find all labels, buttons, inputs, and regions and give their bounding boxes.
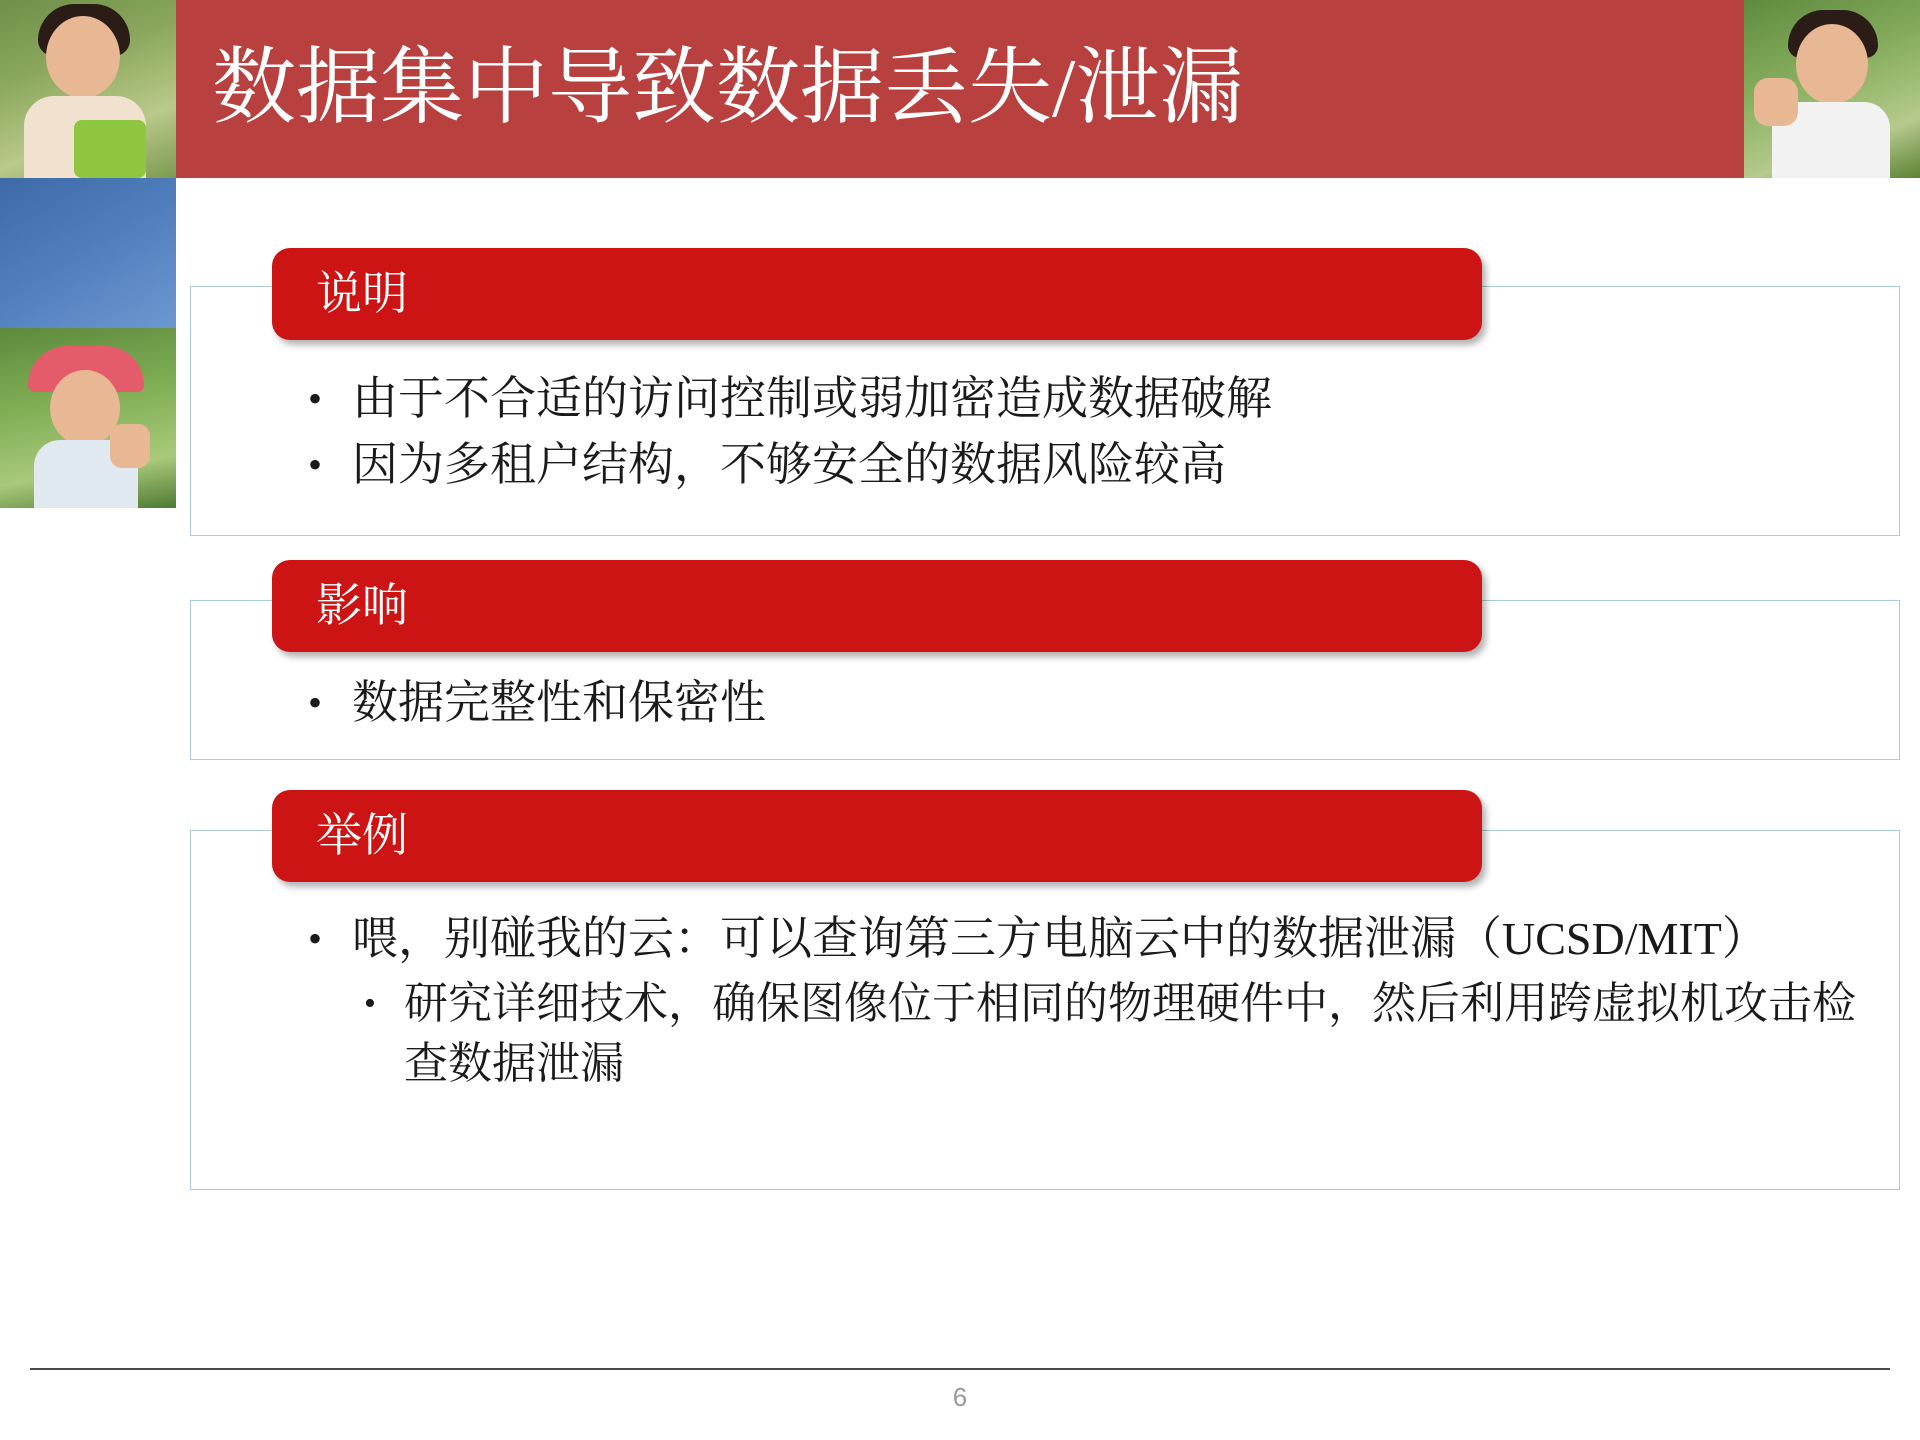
- section-tab-label: 说明: [316, 268, 408, 319]
- list-item: • 研究详细技术，确保图像位于相同的物理硬件中，然后利用跨虚拟机攻击检查数据泄漏: [356, 974, 1880, 1094]
- section-tab-description: [272, 248, 1482, 340]
- decorative-shape: [1754, 78, 1798, 126]
- page-title: 数据集中导致数据丢失/泄漏: [212, 42, 1244, 135]
- blue-block-left-image: [0, 178, 176, 328]
- page-number: 6: [952, 1382, 968, 1412]
- decorative-shape: [110, 424, 150, 468]
- section-tab-label: 举例: [316, 810, 408, 861]
- child-photo-bottom-left-image: [0, 328, 176, 508]
- left-photo-strip: [0, 0, 176, 508]
- child-photo-top-right-image: [1744, 0, 1920, 178]
- section-bullets-description: [300, 368, 1880, 500]
- decorative-shape: [46, 16, 120, 98]
- decorative-shape: [74, 120, 146, 178]
- section-tab-label: 影响: [316, 580, 408, 631]
- list-item: • 喂，别碰我的云：可以查询第三方电脑云中的数据泄漏（UCSD/MIT）: [300, 908, 1880, 970]
- section-tab-example: [272, 790, 1482, 882]
- section-bullets-example: [300, 908, 1880, 1098]
- list-item: • 因为多租户结构，不够安全的数据风险较高: [300, 434, 1880, 496]
- section-tab-impact: [272, 560, 1482, 652]
- slide-header: [176, 0, 1920, 178]
- section-bullets-impact: [300, 672, 1880, 738]
- list-item: • 由于不合适的访问控制或弱加密造成数据破解: [300, 368, 1880, 430]
- list-item: • 数据完整性和保密性: [300, 672, 1880, 734]
- decorative-shape: [1796, 24, 1868, 104]
- footer-divider: [30, 1368, 1890, 1370]
- child-photo-top-left-image: [0, 0, 176, 178]
